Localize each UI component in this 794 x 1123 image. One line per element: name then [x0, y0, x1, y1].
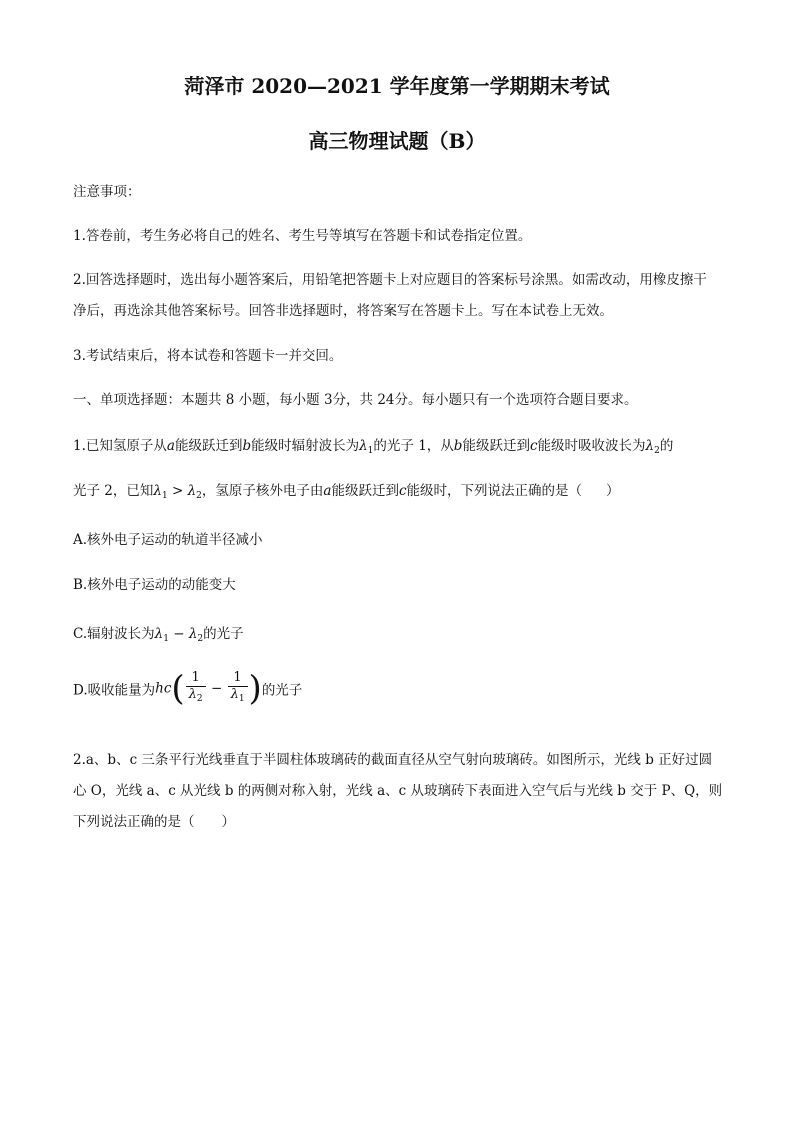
exam-title: 菏泽市 2020—2021 学年度第一学期期末考试 — [184, 74, 610, 98]
option-a: A.核外电子运动的轨道半径减小 — [73, 532, 263, 548]
question-2-line-2: 心 O，光线 a、c 从光线 b 的两侧对称入射，光线 a、c 从玻璃砖下表面进入空气后与光线 b 交于 P、Q，则 — [73, 783, 723, 799]
q1-text: 能级时，下列说法正确的是（ — [406, 483, 583, 499]
option-d-text: 的光子 — [261, 682, 303, 699]
lambda-1: $\lambda_1$ — [154, 626, 169, 644]
question-2-line-3: 下列说法正确的是（ ） — [73, 814, 235, 830]
fraction-1-over-lambda-2: $\frac{1}{\lambda_2}$ — [186, 670, 206, 707]
lambda-1: $\lambda_1$ — [359, 438, 374, 456]
q1-text: 1.已知氢原子从 — [73, 438, 167, 454]
note-item-2-line-1: 2.回答选择题时，选出每小题答案后，用铅笔把答题卡上对应题目的答案标号涂黑。如需改动，用橡皮擦干 — [73, 272, 707, 288]
var-a: a — [166, 438, 175, 454]
q1-text: 能级时吸收波长为 — [537, 438, 646, 454]
q1-text: ，氢原子核外电子由 — [201, 483, 324, 499]
note-item-3: 3.考试结束后，将本试卷和答题卡一并交回。 — [73, 348, 343, 364]
option-b: B.核外电子运动的动能变大 — [73, 577, 236, 593]
q1-text: ） — [606, 483, 620, 499]
greater-than: > — [167, 483, 188, 499]
hc-term: hc — [155, 680, 172, 697]
option-c — [73, 622, 244, 644]
var-b: b — [242, 438, 252, 454]
section-heading: 一、单项选择题：本题共 8 小题，每小题 3分，共 24分。每小题只有一个选项符合题目要求。 — [73, 392, 638, 408]
question-1-line-2 — [73, 479, 620, 501]
lambda-2: $\lambda_2$ — [187, 483, 202, 501]
q1-text: 能级时辐射波长为 — [251, 438, 360, 454]
fraction-1-over-lambda-1: $\frac{1}{\lambda_1}$ — [228, 670, 248, 707]
notes-heading: 注意事项： — [73, 184, 141, 200]
minus-sign: − — [206, 680, 227, 697]
var-a: a — [323, 483, 332, 499]
q1-text: 的 — [659, 438, 674, 454]
q1-text: 能级跃迁到 — [331, 483, 399, 499]
var-b: b — [453, 438, 463, 454]
option-d — [73, 670, 302, 707]
option-d-text: D.吸收能量为 — [73, 682, 156, 699]
exam-subtitle: 高三物理试题（B） — [308, 129, 486, 153]
lambda-2: $\lambda_2$ — [645, 438, 660, 456]
lambda-1: $\lambda_1$ — [153, 483, 168, 501]
option-c-text: 的光子 — [203, 626, 244, 642]
q1-text: 能级跃迁到 — [462, 438, 530, 454]
var-c: c — [529, 438, 538, 454]
question-1-line-1 — [73, 434, 673, 456]
question-2-line-1: 2.a、b、c 三条平行光线垂直于半圆柱体玻璃砖的截面直径从空气射向玻璃砖。如图所示，光线 b 正好过圆 — [73, 752, 713, 768]
q1-text: 光子 2，已知 — [73, 483, 154, 499]
minus-sign: − — [168, 626, 189, 642]
var-c: c — [398, 483, 407, 499]
q1-text: 的光子 1，从 — [373, 438, 454, 454]
right-paren: ) — [248, 668, 262, 709]
left-paren: ( — [171, 668, 185, 709]
option-c-text: C.辐射波长为 — [73, 626, 155, 642]
note-item-1: 1.答卷前，考生务必将自己的姓名、考生号等填写在答题卡和试卷指定位置。 — [73, 228, 532, 244]
note-item-2-line-2: 净后，再选涂其他答案标号。回答非选择题时，将答案写在答题卡上。写在本试卷上无效。 — [73, 303, 613, 319]
lambda-2: $\lambda_2$ — [188, 626, 204, 644]
q1-text: 能级跃迁到 — [174, 438, 243, 454]
